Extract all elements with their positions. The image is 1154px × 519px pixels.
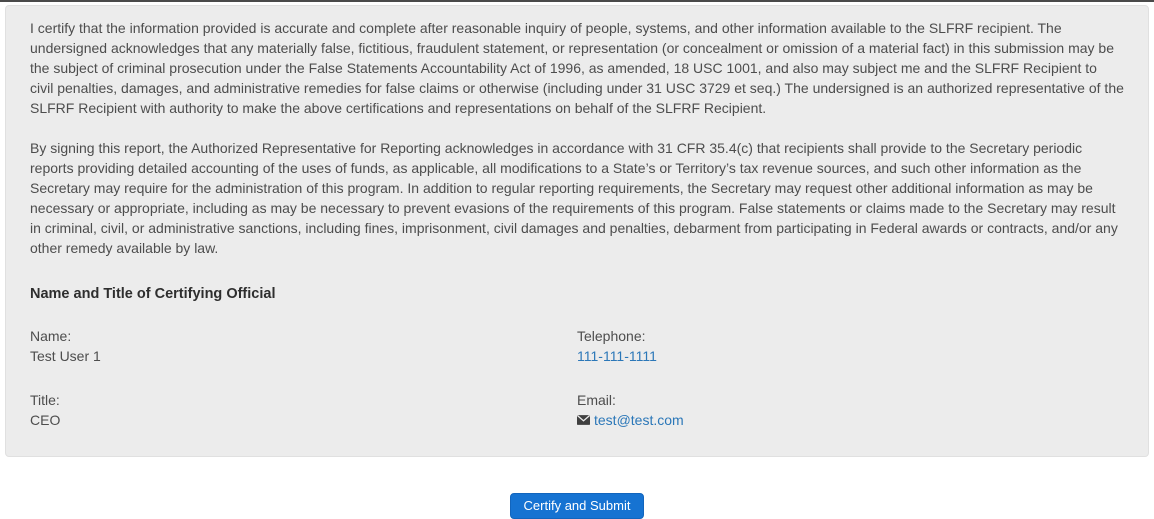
name-label: Name:: [30, 328, 72, 344]
title-value: CEO: [30, 412, 61, 428]
certifying-official-heading: Name and Title of Certifying Official: [30, 286, 276, 302]
email-field-group: [577, 390, 1124, 430]
certify-and-submit-button[interactable]: Certify and Submit: [510, 493, 645, 519]
telephone-link[interactable]: 111-111-1111: [577, 348, 657, 364]
name-field-group: [30, 326, 577, 366]
telephone-field-group: [577, 326, 1124, 366]
certifying-official-fields: [30, 326, 1124, 430]
envelope-icon: [577, 415, 590, 425]
certification-panel: [5, 5, 1149, 457]
title-label: Title:: [30, 392, 60, 408]
title-field-group: [30, 390, 577, 430]
name-value: Test User 1: [30, 348, 101, 364]
certification-paragraph-2: By signing this report, the Authorized Representative for Reporting acknowledges in accordance with 31 CFR 35.4(c) that recipients shall provide to the Secretary periodic reports providing detailed accounting of the uses of funds, as applicable, all modifications to a State’s or Territory’s tax revenue sources, and such other information as the Secretary may require for the administration of this program. In addition to regular reporting requirements, the Secretary may request other additional information as may be necessary or appropriate, including as may be necessary to prevent evasions of the requirements of this program. False statements or claims made to the Secretary may result in criminal, civil, or administrative sanctions, including fines, imprisonment, civil damages and penalties, debarment from participating in Federal awards or contracts, and/or any other remedy available by law.: [30, 140, 1118, 256]
top-divider: [0, 0, 1154, 2]
email-link[interactable]: test@test.com: [594, 412, 684, 428]
certification-paragraph-1: I certify that the information provided is accurate and complete after reasonable inquiry of people, systems, and other information available to the SLFRF recipient. The undersigned acknowledges that any materially false, fictitious, fraudulent statement, or representation (or concealment or omission of a material fact) in this submission may be the subject of criminal prosecution under the False Statements Accountability Act of 1996, as amended, 18 USC 1001, and also may subject me and the SLFRF Recipient to civil penalties, damages, and administrative remedies for false claims or otherwise (including under 31 USC 3729 et seq.) The undersigned is an authorized representative of the SLFRF Recipient with authority to make the above certifications and representations on behalf of the SLFRF Recipient.: [30, 20, 1124, 116]
email-label: Email:: [577, 392, 616, 408]
button-row: [0, 493, 1154, 519]
telephone-label: Telephone:: [577, 328, 646, 344]
